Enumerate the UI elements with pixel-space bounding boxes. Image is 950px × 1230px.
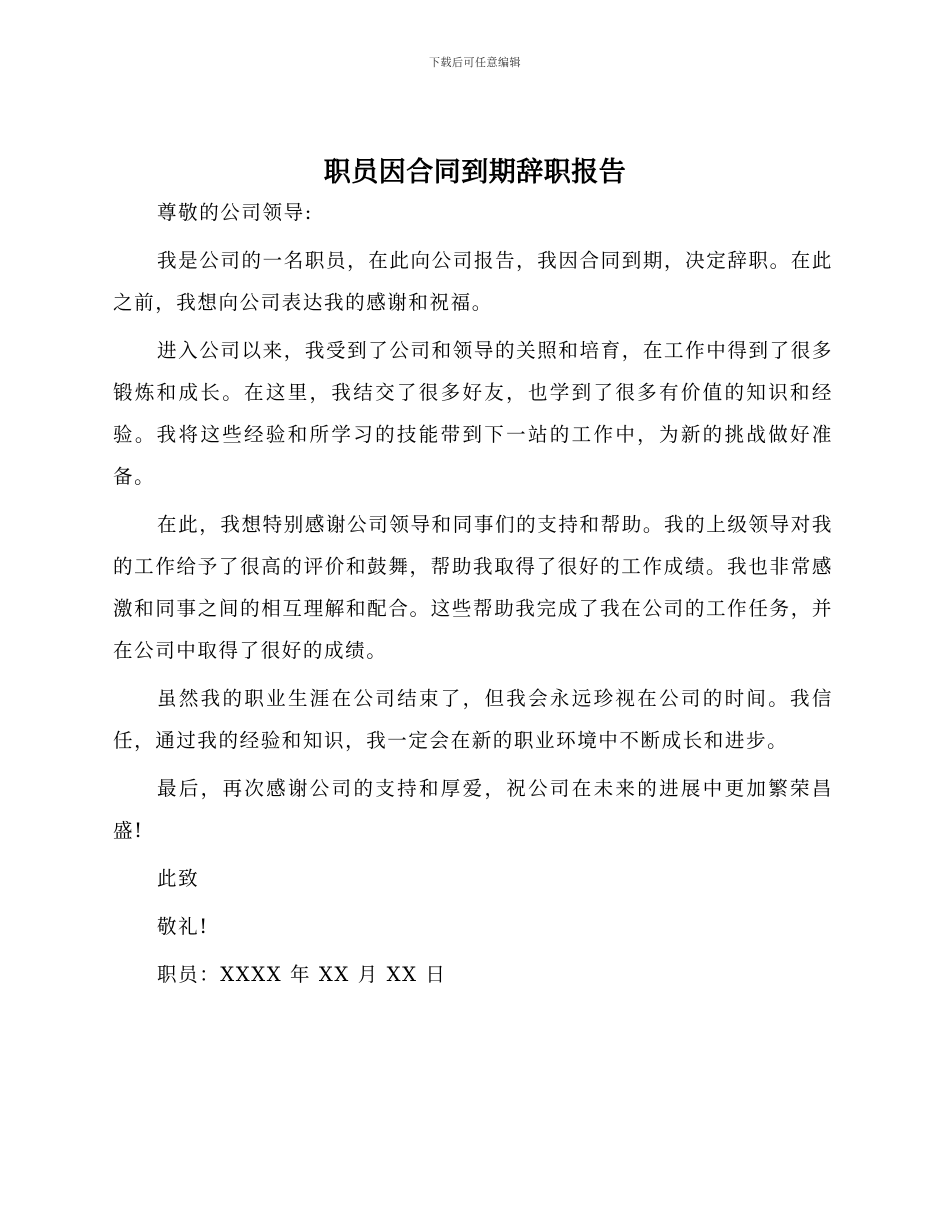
paragraph-2: 进入公司以来，我受到了公司和领导的关照和培育，在工作中得到了很多锻炼和成长。在这里，我结交了很多好友，也学到了很多有价值的知识和经验。我将这些经验和所学习的技能带到下一站的工作中，为新的挑战做好准备。 (113, 339, 833, 488)
paragraph-4: 虽然我的职业生涯在公司结束了，但我会永远珍视在公司的时间。我信任，通过我的经验和知识，我一定会在新的职业环境中不断成长和进步。 (113, 687, 833, 752)
document-body (113, 192, 833, 1002)
signature-line: 职员：XXXX 年 XX 月 XX 日 (157, 963, 447, 986)
closing-line-2: 敬礼! (157, 915, 209, 938)
paragraph-3: 在此，我想特别感谢公司领导和同事们的支持和帮助。我的上级领导对我的工作给予了很高的评价和鼓舞，帮助我取得了很好的工作成绩。我也非常感激和同事之间的相互理解和配合。这些帮助我完成了我在公司的工作任务，并在公司中取得了很好的成绩。 (113, 513, 833, 662)
document-title: 职员因合同到期辞职报告 (323, 157, 627, 188)
paragraph-1: 我是公司的一名职员，在此向公司报告，我因合同到期，决定辞职。在此之前，我想向公司表达我的感谢和祝福。 (113, 249, 833, 314)
salutation: 尊敬的公司领导: (157, 201, 313, 224)
paragraph-5: 最后，再次感谢公司的支持和厚爱，祝公司在未来的进展中更加繁荣昌盛! (113, 777, 833, 842)
closing-line-1: 此致 (157, 867, 200, 890)
header-note: 下载后可任意编辑 (429, 56, 521, 69)
